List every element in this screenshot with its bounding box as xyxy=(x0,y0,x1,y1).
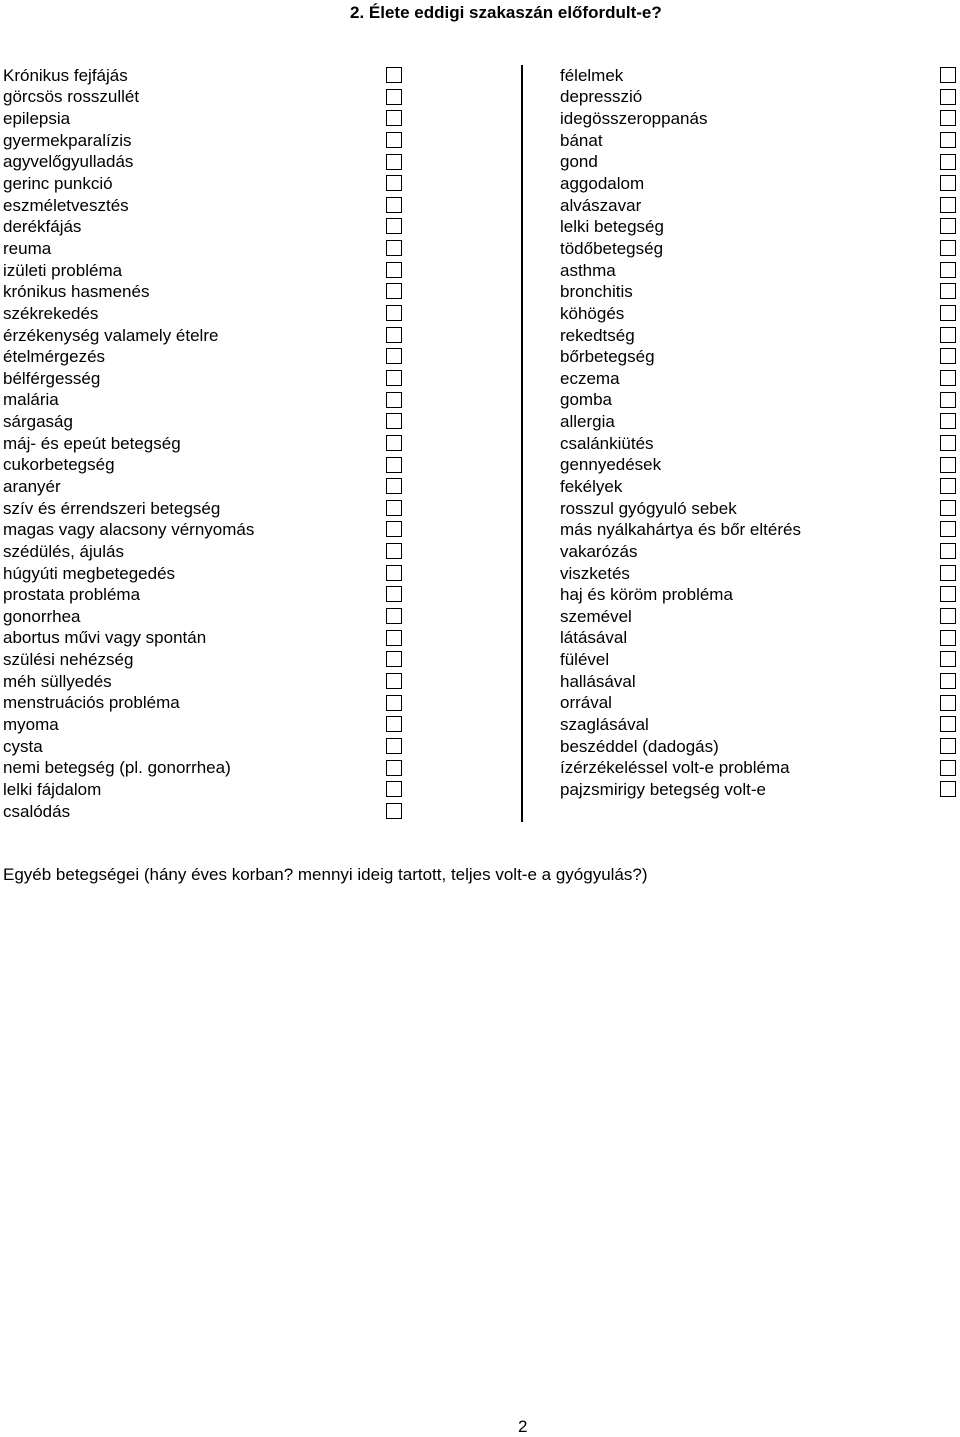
checkbox[interactable] xyxy=(386,67,402,83)
checkbox[interactable] xyxy=(940,327,956,343)
checklist-item-label: bronchitis xyxy=(560,282,633,302)
checklist-item xyxy=(3,736,408,758)
checklist-item-label: lelki betegség xyxy=(560,217,664,237)
checklist-item-label: derékfájás xyxy=(3,217,82,237)
checklist-item-label: máj- és epeút betegség xyxy=(3,433,181,453)
checklist-item-label: székrekedés xyxy=(3,303,99,323)
checklist-item-label: ízérzékeléssel volt-e probléma xyxy=(560,758,790,778)
checkbox[interactable] xyxy=(386,586,402,602)
checklist-item xyxy=(3,346,408,368)
checkbox[interactable] xyxy=(940,197,956,213)
checklist-item-label: félelmek xyxy=(560,65,624,85)
checklist-item-label: látásával xyxy=(560,628,628,648)
checklist-item-label: Krónikus fejfájás xyxy=(3,65,128,85)
checkbox[interactable] xyxy=(940,760,956,776)
checklist-item xyxy=(560,433,960,455)
checklist-item-label: cukorbetegség xyxy=(3,455,115,475)
checklist-item xyxy=(3,130,408,152)
checklist-item xyxy=(560,628,960,650)
checklist-item xyxy=(560,368,960,390)
checklist-item-label: fülével xyxy=(560,650,610,670)
checklist-item xyxy=(560,173,960,195)
checklist-item-label: bánat xyxy=(560,130,603,150)
checkbox[interactable] xyxy=(940,348,956,364)
checklist-item xyxy=(3,87,408,109)
checklist-item-label: eczema xyxy=(560,368,620,388)
checklist-item xyxy=(3,758,408,780)
checklist-item xyxy=(560,325,960,347)
checkbox[interactable] xyxy=(386,413,402,429)
checkbox[interactable] xyxy=(386,781,402,797)
checklist-item xyxy=(560,455,960,477)
checklist-item xyxy=(560,195,960,217)
checklist-item xyxy=(3,411,408,433)
checkbox[interactable] xyxy=(386,283,402,299)
checklist-item-label: izületi probléma xyxy=(3,260,123,280)
checklist-item-label: reuma xyxy=(3,238,52,258)
checklist-item xyxy=(560,693,960,715)
other-illnesses-prompt: Egyéb betegségei (hány éves korban? mennyi ideig tartott, teljes volt-e a gyógyulás?) xyxy=(3,865,648,884)
checklist-item-label: köhögés xyxy=(560,303,625,323)
checkbox[interactable] xyxy=(940,262,956,278)
checklist-item xyxy=(3,563,408,585)
checklist-item-label: asthma xyxy=(560,260,616,280)
checklist-item xyxy=(560,714,960,736)
checklist-item-label: menstruációs probléma xyxy=(3,693,180,713)
checklist-item xyxy=(560,519,960,541)
checklist-item xyxy=(560,130,960,152)
checkbox[interactable] xyxy=(386,500,402,516)
checklist-item xyxy=(560,281,960,303)
checklist-item xyxy=(3,628,408,650)
checkbox[interactable] xyxy=(940,89,956,105)
checklist-item-label: aranyér xyxy=(3,476,61,496)
checkbox[interactable] xyxy=(386,392,402,408)
checkbox[interactable] xyxy=(940,175,956,191)
checkbox[interactable] xyxy=(940,521,956,537)
checkbox[interactable] xyxy=(386,521,402,537)
checkbox[interactable] xyxy=(940,283,956,299)
checklist-item xyxy=(560,390,960,412)
checklist-item xyxy=(560,541,960,563)
checklist-item xyxy=(560,606,960,628)
checkbox[interactable] xyxy=(386,154,402,170)
checklist-item-label: allergia xyxy=(560,412,615,432)
checkbox[interactable] xyxy=(940,478,956,494)
checklist-item xyxy=(3,433,408,455)
checklist-item xyxy=(560,779,960,801)
checkbox[interactable] xyxy=(940,413,956,429)
checkbox[interactable] xyxy=(940,673,956,689)
checklist-item xyxy=(560,498,960,520)
checkbox[interactable] xyxy=(940,500,956,516)
checklist-item-label: szemével xyxy=(560,606,632,626)
checklist-item-label: orrával xyxy=(560,693,612,713)
checklist-item-label: bélférgesség xyxy=(3,368,101,388)
checkbox[interactable] xyxy=(940,695,956,711)
checklist-item-label: viszketés xyxy=(560,563,630,583)
checklist-item xyxy=(3,779,408,801)
checklist-item-label: pajzsmirigy betegség volt-e xyxy=(560,779,766,799)
checkbox[interactable] xyxy=(940,154,956,170)
checklist-item-label: cysta xyxy=(3,736,43,756)
checklist-item-label: haj és köröm probléma xyxy=(560,585,733,605)
checklist-item xyxy=(3,649,408,671)
checkbox[interactable] xyxy=(386,175,402,191)
checklist-item xyxy=(560,649,960,671)
checkbox[interactable] xyxy=(386,457,402,473)
checklist-item-label: ételmérgezés xyxy=(3,347,106,367)
checkbox[interactable] xyxy=(940,608,956,624)
checklist-item xyxy=(3,714,408,736)
checklist-item-label: rekedtség xyxy=(560,325,635,345)
checkbox[interactable] xyxy=(940,651,956,667)
checklist-item xyxy=(560,671,960,693)
checklist-item-label: érzékenység valamely ételre xyxy=(3,325,219,345)
checklist-item xyxy=(560,476,960,498)
checklist-item-label: gond xyxy=(560,152,598,172)
checkbox[interactable] xyxy=(386,760,402,776)
checklist-item xyxy=(3,390,408,412)
checkbox[interactable] xyxy=(386,435,402,451)
checkbox[interactable] xyxy=(386,132,402,148)
checklist-item-label: tödőbetegség xyxy=(560,238,664,258)
checklist-item-label: rosszul gyógyuló sebek xyxy=(560,498,737,518)
checkbox[interactable] xyxy=(386,695,402,711)
checklist-item xyxy=(3,260,408,282)
checklist-item-label: abortus művi vagy spontán xyxy=(3,628,207,648)
checkbox[interactable] xyxy=(940,67,956,83)
checklist-item xyxy=(560,238,960,260)
checkbox[interactable] xyxy=(386,738,402,754)
checklist-item-label: szív és érrendszeri betegség xyxy=(3,498,221,518)
checklist-item-label: depresszió xyxy=(560,87,643,107)
checklist-item-label: csalódás xyxy=(3,801,71,821)
checkbox[interactable] xyxy=(386,240,402,256)
checklist-item xyxy=(3,455,408,477)
checkbox[interactable] xyxy=(940,457,956,473)
checkbox[interactable] xyxy=(386,327,402,343)
checklist-item xyxy=(560,87,960,109)
checkbox[interactable] xyxy=(386,673,402,689)
checkbox[interactable] xyxy=(940,781,956,797)
checklist-item xyxy=(560,65,960,87)
checkbox[interactable] xyxy=(940,218,956,234)
page-number: 2 xyxy=(518,1417,528,1436)
checkbox[interactable] xyxy=(940,132,956,148)
checkbox[interactable] xyxy=(940,630,956,646)
checklist-item xyxy=(3,801,408,823)
checklist-item xyxy=(3,498,408,520)
checklist-item-label: szülési nehézség xyxy=(3,650,134,670)
checklist-item xyxy=(3,541,408,563)
checklist-item-label: gyermekparalízis xyxy=(3,130,132,150)
checklist-item xyxy=(3,65,408,87)
checklist-item-label: krónikus hasmenés xyxy=(3,282,150,302)
checklist-item xyxy=(560,563,960,585)
left-checklist xyxy=(3,65,408,822)
checkbox[interactable] xyxy=(386,478,402,494)
checkbox[interactable] xyxy=(940,435,956,451)
checklist-item-label: más nyálkahártya és bőr eltérés xyxy=(560,520,801,540)
checklist-item-label: myoma xyxy=(3,715,59,735)
checkbox[interactable] xyxy=(386,608,402,624)
right-checklist xyxy=(560,65,960,801)
checklist-item-label: agyvelőgyulladás xyxy=(3,152,134,172)
checkbox[interactable] xyxy=(386,630,402,646)
column-divider xyxy=(521,65,523,822)
checklist-item-label: fekélyek xyxy=(560,476,623,496)
checklist-item xyxy=(560,108,960,130)
checklist-item xyxy=(3,173,408,195)
checklist-item-label: hallásával xyxy=(560,671,636,691)
checklist-item xyxy=(3,238,408,260)
checklist-item xyxy=(560,346,960,368)
checkbox[interactable] xyxy=(386,305,402,321)
checklist-item-label: alvászavar xyxy=(560,195,642,215)
checklist-item xyxy=(3,152,408,174)
checkbox[interactable] xyxy=(940,305,956,321)
checklist-item-label: szédülés, ájulás xyxy=(3,541,124,561)
checkbox[interactable] xyxy=(940,586,956,602)
checkbox[interactable] xyxy=(940,738,956,754)
checklist-item xyxy=(3,693,408,715)
checklist-item xyxy=(3,216,408,238)
checklist-item xyxy=(560,584,960,606)
checklist-item-label: gonorrhea xyxy=(3,606,81,626)
section-heading: 2. Élete eddigi szakaszán előfordult-e? xyxy=(350,3,662,22)
checkbox[interactable] xyxy=(386,370,402,386)
checkbox[interactable] xyxy=(940,565,956,581)
checkbox[interactable] xyxy=(386,651,402,667)
checklist-item xyxy=(3,325,408,347)
checklist-item-label: görcsös rosszullét xyxy=(3,87,140,107)
checklist-item xyxy=(3,671,408,693)
checklist-item-label: csalánkiütés xyxy=(560,433,654,453)
checklist-item-label: gennyedések xyxy=(560,455,662,475)
checklist-item-label: szaglásával xyxy=(560,715,649,735)
checklist-item-label: idegösszeroppanás xyxy=(560,109,708,129)
checkbox[interactable] xyxy=(386,262,402,278)
checkbox[interactable] xyxy=(386,197,402,213)
checklist-item-label: lelki fájdalom xyxy=(3,779,102,799)
checkbox[interactable] xyxy=(386,716,402,732)
checklist-item xyxy=(3,368,408,390)
checklist-item-label: gerinc punkció xyxy=(3,174,113,194)
checkbox[interactable] xyxy=(940,543,956,559)
checklist-item xyxy=(560,411,960,433)
checkbox[interactable] xyxy=(386,565,402,581)
checklist-item xyxy=(3,303,408,325)
checklist-item xyxy=(560,736,960,758)
checklist-item-label: eszméletvesztés xyxy=(3,195,129,215)
checklist-item xyxy=(560,260,960,282)
checklist-item-label: húgyúti megbetegedés xyxy=(3,563,176,583)
checklist-item xyxy=(3,584,408,606)
checklist-item-label: vakarózás xyxy=(560,541,638,561)
checkbox[interactable] xyxy=(386,110,402,126)
checklist-item xyxy=(560,303,960,325)
checklist-item-label: bőrbetegség xyxy=(560,347,655,367)
checkbox[interactable] xyxy=(940,110,956,126)
checkbox[interactable] xyxy=(940,240,956,256)
checkbox[interactable] xyxy=(386,543,402,559)
checkbox[interactable] xyxy=(940,370,956,386)
checklist-item-label: nemi betegség (pl. gonorrhea) xyxy=(3,758,231,778)
checkbox[interactable] xyxy=(940,716,956,732)
checklist-item-label: prostata probléma xyxy=(3,585,141,605)
checklist-item-label: beszéddel (dadogás) xyxy=(560,736,719,756)
checklist-item xyxy=(3,476,408,498)
checkbox[interactable] xyxy=(386,89,402,105)
checklist-item-label: epilepsia xyxy=(3,109,71,129)
checklist-item xyxy=(3,606,408,628)
checkbox[interactable] xyxy=(386,218,402,234)
checklist-item-label: méh süllyedés xyxy=(3,671,112,691)
checkbox[interactable] xyxy=(386,803,402,819)
checklist-item-label: sárgaság xyxy=(3,412,73,432)
checkbox[interactable] xyxy=(386,348,402,364)
checklist-item-label: malária xyxy=(3,390,59,410)
checklist-item-label: gomba xyxy=(560,390,612,410)
checkbox[interactable] xyxy=(940,392,956,408)
checklist-item xyxy=(3,108,408,130)
checklist-item xyxy=(560,216,960,238)
checklist-item xyxy=(3,519,408,541)
checklist-item xyxy=(560,152,960,174)
checklist-item xyxy=(3,281,408,303)
checklist-item xyxy=(3,195,408,217)
checklist-item-label: magas vagy alacsony vérnyomás xyxy=(3,520,255,540)
checklist-item xyxy=(560,758,960,780)
checklist-item-label: aggodalom xyxy=(560,174,645,194)
